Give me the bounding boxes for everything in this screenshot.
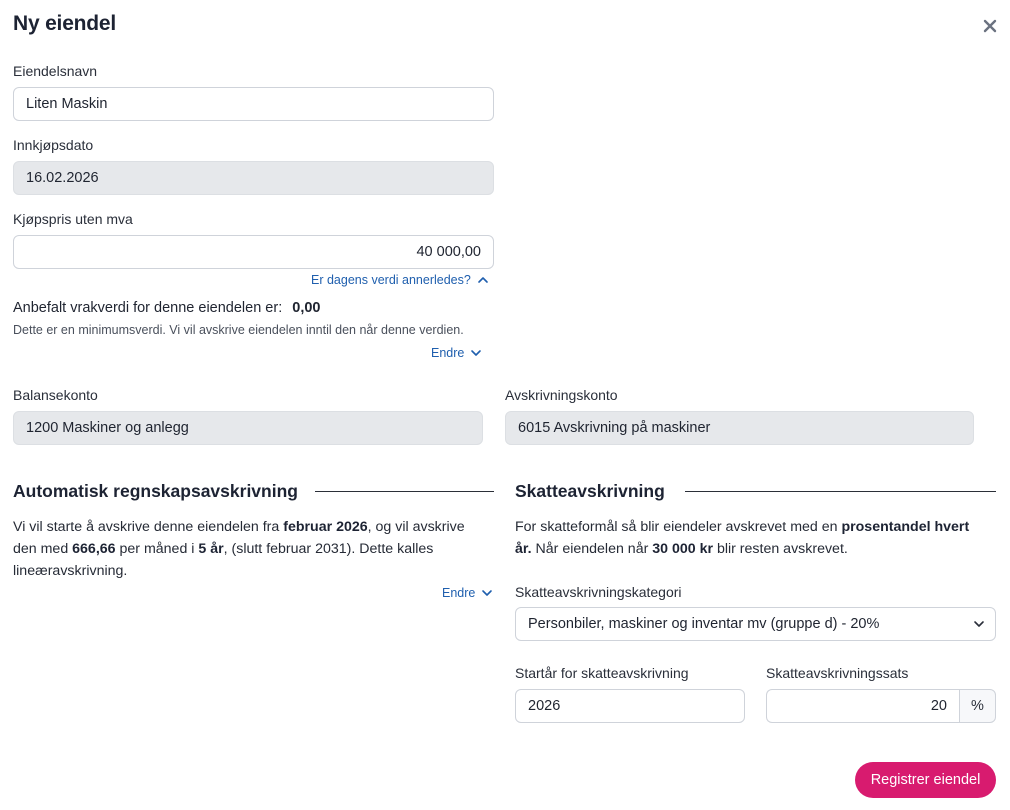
purchase-price-input[interactable]: 40 000,00 xyxy=(13,235,494,269)
accounting-depreciation-change-link[interactable] xyxy=(442,586,493,600)
purchase-date-label: Innkjøpsdato xyxy=(13,137,94,153)
scrap-value-label: Anbefalt vrakverdi for denne eiendelen er: xyxy=(13,300,283,316)
register-asset-button[interactable]: Registrer eiendel xyxy=(855,762,996,798)
tax-start-year-input[interactable]: 2026 xyxy=(515,689,745,723)
scrap-value-note: Dette er en minimumsverdi. Vi vil avskrive eiendelen inntil den når denne verdien. xyxy=(13,323,464,337)
purchase-price-label: Kjøpspris uten mva xyxy=(13,211,133,227)
scrap-value-change-label: Endre xyxy=(431,346,465,360)
asset-name-input[interactable]: Liten Maskin xyxy=(13,87,494,121)
tax-depreciation-text: For skatteformål så blir eiendeler avskrevet med en prosentandel hvert år. Når eiendelen når 30 000 kr blir resten avskrevet. xyxy=(515,519,970,557)
threshold-amount: 30 000 kr xyxy=(652,541,713,557)
accounting-depreciation-title: Automatisk regnskapsavskrivning xyxy=(13,481,298,501)
purchase-date-field: 16.02.2026 xyxy=(13,161,494,195)
balance-account-label: Balansekonto xyxy=(13,387,98,403)
chevron-up-icon xyxy=(477,274,489,286)
section-divider xyxy=(315,491,494,492)
close-icon[interactable] xyxy=(980,16,1000,36)
duration: 5 år xyxy=(198,541,224,557)
monthly-amount: 666,66 xyxy=(72,541,116,557)
current-value-toggle-link[interactable] xyxy=(311,273,489,287)
tax-category-value: Personbiler, maskiner og inventar mv (gruppe d) - 20% xyxy=(528,616,880,632)
tax-rate-field xyxy=(766,689,996,723)
depreciation-account-label: Avskrivningskonto xyxy=(505,387,618,403)
start-month: februar 2026 xyxy=(283,519,368,535)
current-value-toggle-label: Er dagens verdi annerledes? xyxy=(311,273,471,287)
tax-depreciation-title: Skatteavskrivning xyxy=(515,481,665,501)
percent-suffix: % xyxy=(959,689,996,723)
chevron-down-icon xyxy=(973,618,985,630)
tax-start-year-label: Startår for skatteavskrivning xyxy=(515,665,689,681)
tax-category-label: Skatteavskrivningskategori xyxy=(515,584,682,600)
section-divider xyxy=(685,491,996,492)
chevron-down-icon xyxy=(481,587,493,599)
depreciation-account-field: 6015 Avskrivning på maskiner xyxy=(505,411,974,445)
accounting-depreciation-change-label: Endre xyxy=(442,586,476,600)
tax-rate-label: Skatteavskrivningssats xyxy=(766,665,909,681)
accounting-depreciation-text: Vi vil starte å avskrive denne eiendelen fra februar 2026, og vil avskrive den med 666,66 per måned i 5 år, (slutt februar 2031). Dette kalles lineæravskrivning. xyxy=(13,519,465,579)
tax-rate-input[interactable]: 20 xyxy=(766,689,959,723)
scrap-value-amount: 0,00 xyxy=(292,300,321,316)
dialog-title: Ny eiendel xyxy=(13,12,117,35)
balance-account-field: 1200 Maskiner og anlegg xyxy=(13,411,483,445)
scrap-value-change-link[interactable] xyxy=(431,346,482,360)
scrap-value-row xyxy=(13,300,321,316)
tax-category-select[interactable] xyxy=(515,607,996,641)
asset-name-label: Eiendelsnavn xyxy=(13,63,98,79)
chevron-down-icon xyxy=(470,347,482,359)
